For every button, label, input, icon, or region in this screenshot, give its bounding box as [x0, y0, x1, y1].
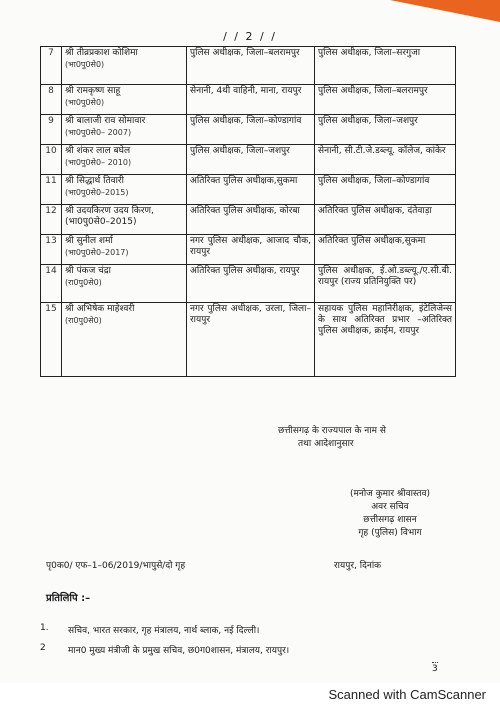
- officer-name: श्री तीव्रप्रकाश कोशिमा: [65, 48, 138, 58]
- serial-number: 13: [41, 235, 62, 265]
- copy-item-number: 2: [40, 643, 46, 653]
- officer-name: श्री सुनील शर्मा: [65, 236, 113, 246]
- transfer-table: [40, 46, 456, 377]
- copy-item-text: सचिव, भारत सरकार, गृह मंत्रालय, नार्थ ब्लाक, नई दिल्ली।: [68, 626, 260, 636]
- officer-name: श्री बालाजी राव सोमावार: [65, 116, 146, 126]
- current-posting: अतिरिक्त पुलिस अधीक्षक, रायपुर: [187, 265, 315, 303]
- current-posting: अतिरिक्त पुलिस अधीक्षक, कोरबा: [187, 205, 315, 235]
- signature-block: [310, 488, 470, 540]
- new-posting: अतिरिक्त पुलिस अधीक्षक, दंतेवाड़ा: [315, 205, 456, 235]
- officer-name: श्री उदयकिरण उदय किरण,(भा0पु0से0–2015): [65, 206, 154, 227]
- new-posting: पुलिस अधीक्षक, जिला–जशपुर: [315, 115, 456, 145]
- scanner-watermark: Scanned with CamScanner: [328, 687, 486, 702]
- officer-cell: [62, 265, 187, 303]
- serial-number: 10: [41, 145, 62, 175]
- reference-number: पृ0क0/ एफ–1–06/2019/भापुसे/दो गृह: [46, 561, 186, 571]
- new-posting: सहायक पुलिस महानिरीक्षक, इंटेलिजेन्स के साथ अतिरिक्त प्रभार –अतिरिक्त पुलिस अधीक्षक, क्राईम, रायपुर: [315, 303, 456, 377]
- serial-number: 11: [41, 175, 62, 205]
- officer-service: (भा0पु0से0): [65, 98, 105, 107]
- officer-service: (भा0पु0से0–2017): [65, 248, 129, 257]
- officer-service: (रा0पु0से0): [65, 278, 102, 287]
- signatory-government: छत्तीसगढ़ शासन: [363, 515, 417, 525]
- reference-place-date: रायपुर, दिनांक: [334, 561, 382, 571]
- serial-number: 14: [41, 265, 62, 303]
- page-number: / / 2 / /: [223, 30, 277, 43]
- officer-cell: [62, 235, 187, 265]
- new-posting: पुलिस अधीक्षक, जिला–कोण्डागांव: [315, 175, 456, 205]
- signatory-designation: अवर सचिव: [371, 502, 409, 512]
- officer-service: (भा0पु0से0–2015): [65, 188, 129, 197]
- signatory-name: (मनोज कुमार श्रीवास्तव): [349, 489, 431, 499]
- officer-name: श्री रामकृष्ण साहू: [65, 86, 121, 96]
- new-posting: पुलिस अधीक्षक, जिला–सरगुजा: [315, 47, 456, 85]
- serial-number: 15: [41, 303, 62, 377]
- officer-cell: [62, 85, 187, 115]
- table-row: [41, 205, 456, 235]
- copy-heading: प्रतिलिपि :–: [46, 593, 91, 604]
- order-statement: [278, 425, 468, 451]
- officer-cell: [62, 47, 187, 85]
- current-posting: पुलिस अधीक्षक, जिला–बलरामपुर: [187, 47, 315, 85]
- table-row: [41, 265, 456, 303]
- copy-item-number: 1.: [40, 623, 49, 633]
- current-posting: अतिरिक्त पुलिस अधीक्षक,सुकमा: [187, 175, 315, 205]
- scanner-footer: [0, 683, 500, 707]
- copy-item-text: मान0 मुख्य मंत्रीजी के प्रमुख सचिव, छ0ग0शासन, मंत्रालय, रायपुर।: [68, 646, 290, 656]
- officer-name: श्री शंकर लाल बघेल: [65, 146, 131, 156]
- serial-number: 9: [41, 115, 62, 145]
- officer-service: (भा0पु0से0): [65, 60, 105, 69]
- table-row: [41, 145, 456, 175]
- continued-marker: 3: [432, 664, 438, 674]
- new-posting: अतिरिक्त पुलिस अधीक्षक,सुकमा: [315, 235, 456, 265]
- officer-service: (भा0पु0से0– 2007): [65, 128, 132, 137]
- current-posting: सेनानी, 4थी वाहिनी, माना, रायपुर: [187, 85, 315, 115]
- new-posting: सेनानी, सी.टी.जे.डब्ल्यू. कॉलेज, कांकेर: [315, 145, 456, 175]
- table-row: [41, 85, 456, 115]
- table-row: [41, 175, 456, 205]
- signatory-department: गृह (पुलिस) विभाग: [358, 528, 422, 538]
- current-posting: नगर पुलिस अधीक्षक, आजाद चौक, रायपुर: [187, 235, 315, 265]
- serial-number: 7: [41, 47, 62, 85]
- camscanner-ribbon: [390, 0, 500, 22]
- current-posting: नगर पुलिस अधीक्षक, उरला, जिला–रायपुर: [187, 303, 315, 377]
- officer-cell: [62, 115, 187, 145]
- officer-cell: [62, 303, 187, 377]
- order-line-1: छत्तीसगढ़ के राज्यपाल के नाम से: [278, 426, 386, 436]
- table-row: [41, 303, 456, 377]
- officer-cell: [62, 205, 187, 235]
- officer-cell: [62, 175, 187, 205]
- officer-service: (भा0पु0से0– 2010): [65, 158, 132, 167]
- serial-number: 8: [41, 85, 62, 115]
- table-row: [41, 115, 456, 145]
- new-posting: पुलिस अधीक्षक, जिला–बलरामपुर: [315, 85, 456, 115]
- officer-name: श्री अभिषेक माहेश्वरी: [65, 304, 135, 314]
- officer-name: श्री सिद्धार्थ तिवारी: [65, 176, 124, 186]
- officer-name: श्री पंकज चंद्रा: [65, 266, 111, 276]
- current-posting: पुलिस अधीक्षक, जिला–जशपुर: [187, 145, 315, 175]
- new-posting: पुलिस अधीक्षक, ई.ओ.डब्ल्यू./ए.सी.बी. रायपुर (राज्य प्रतिनियुक्ति पर): [315, 265, 456, 303]
- current-posting: पुलिस अधीक्षक, जिला–कोण्डागांव: [187, 115, 315, 145]
- table-row: [41, 47, 456, 85]
- table-row: [41, 235, 456, 265]
- officer-cell: [62, 145, 187, 175]
- officer-service: (रा0पु0से0): [65, 316, 102, 325]
- serial-number: 12: [41, 205, 62, 235]
- order-line-2: तथा आदेशानुसार: [298, 439, 354, 449]
